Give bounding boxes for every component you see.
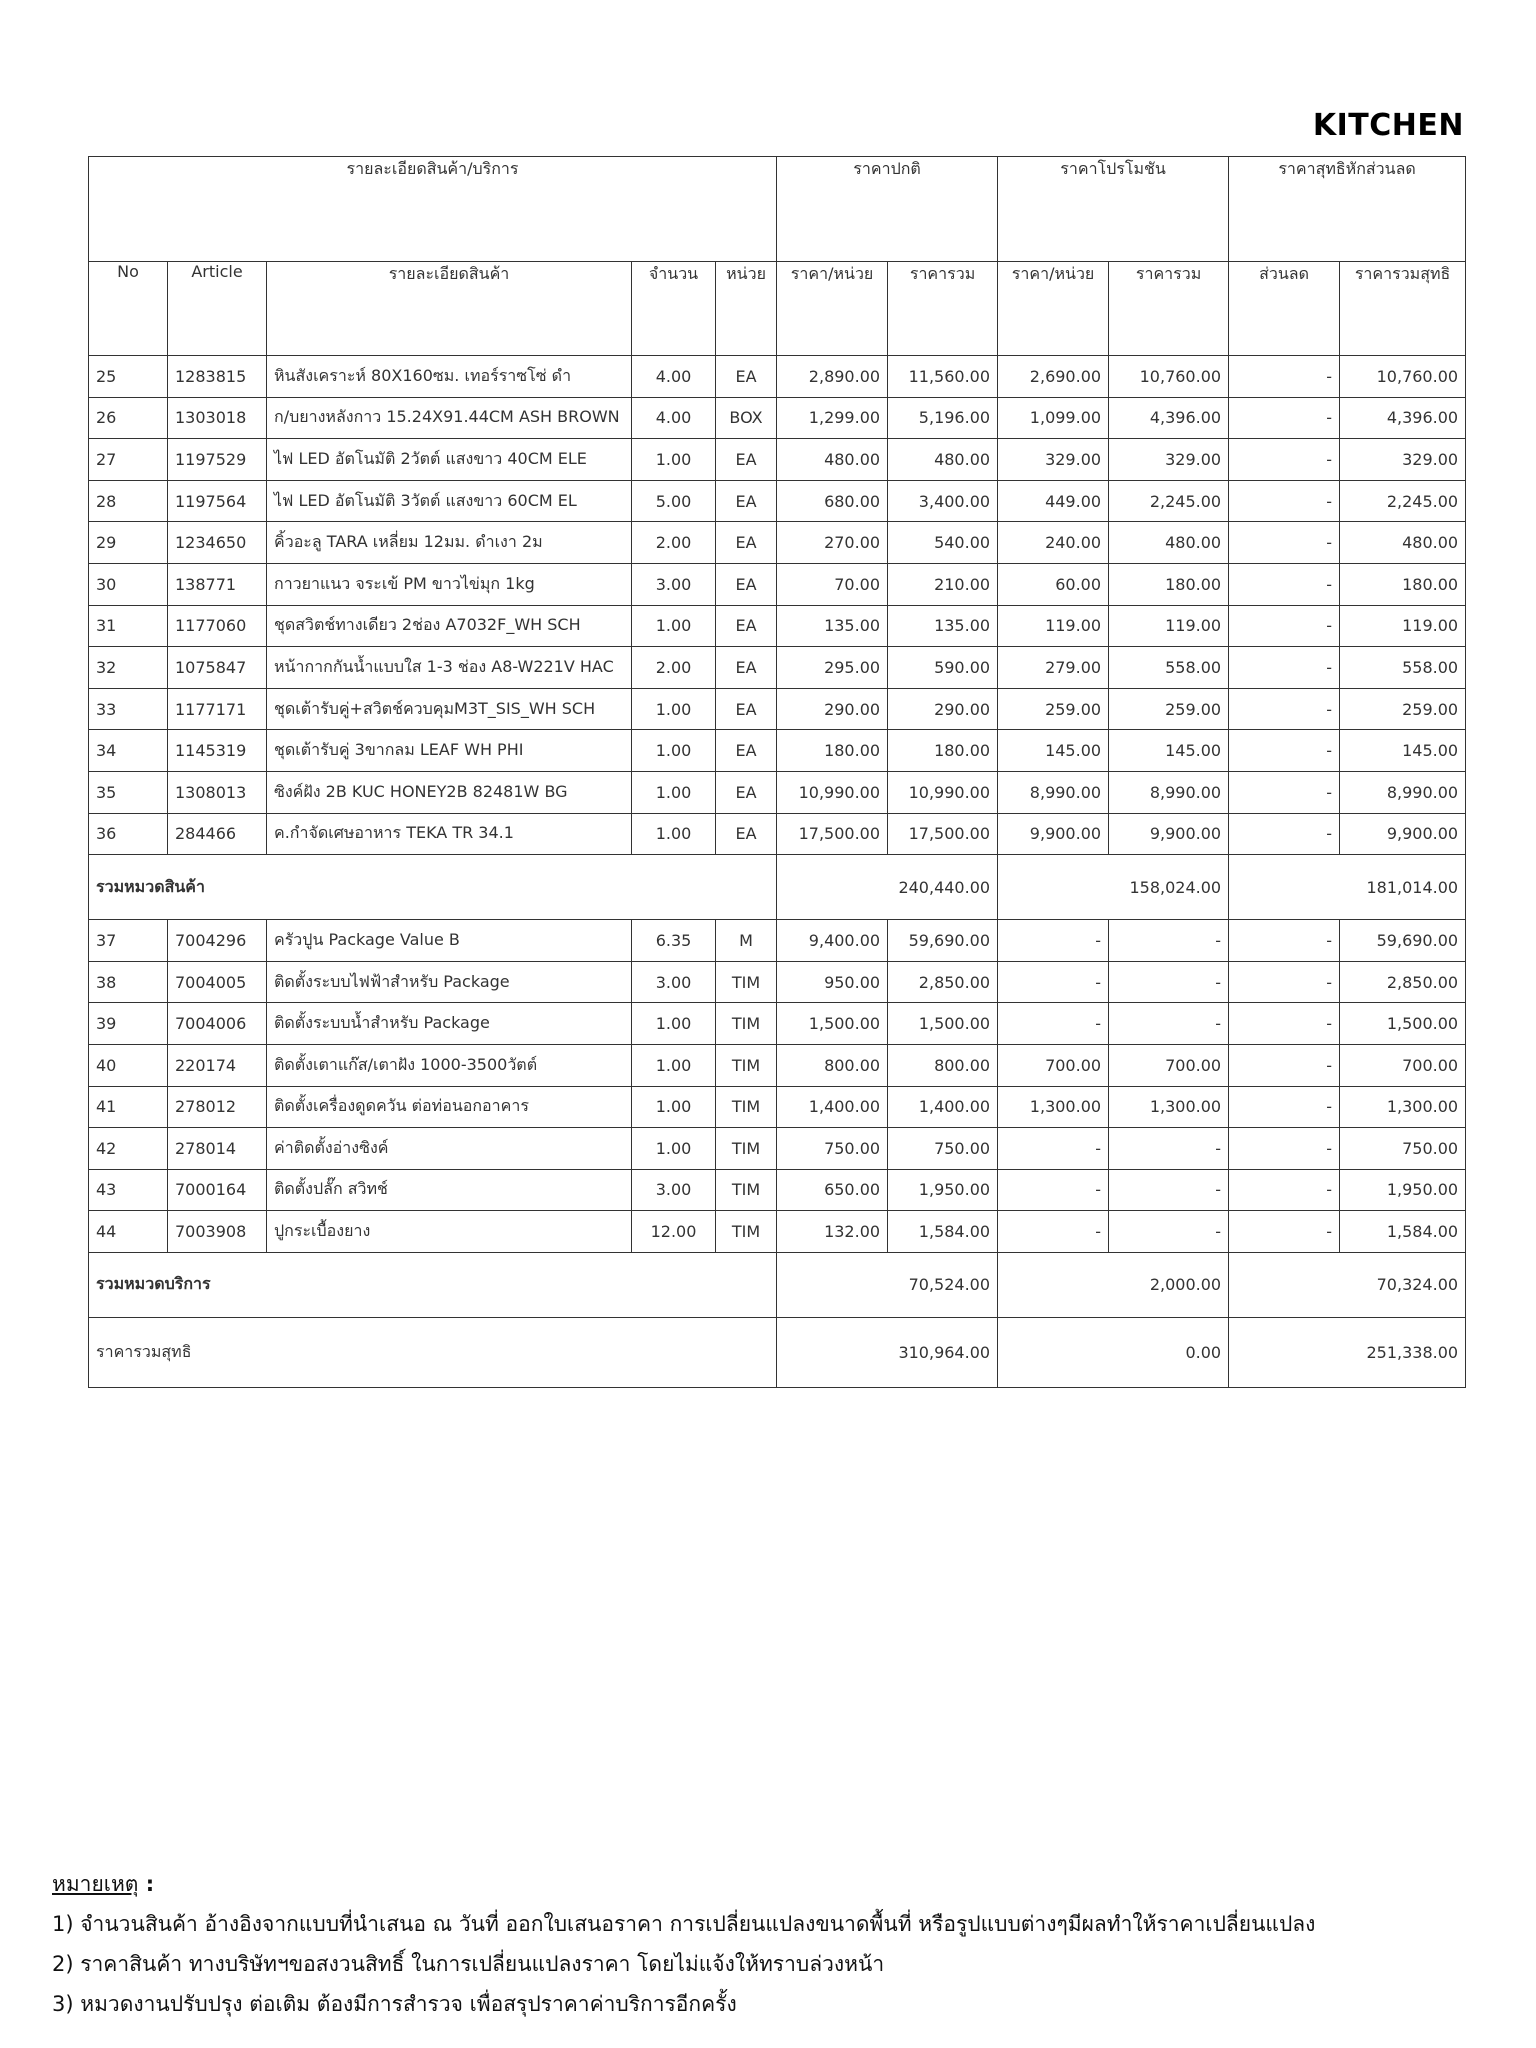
cell-total: 290.00 xyxy=(888,688,998,730)
header-qty: จำนวน xyxy=(632,262,716,356)
cell-promo-total: 9,900.00 xyxy=(1109,813,1229,855)
table-row xyxy=(89,563,1466,605)
header-no: No xyxy=(89,262,168,356)
cell-unit-price: 2,890.00 xyxy=(777,356,888,398)
cell-no: 31 xyxy=(89,605,168,647)
product-subtotal-row-total: 240,440.00 xyxy=(777,855,998,920)
cell-article: 1303018 xyxy=(168,397,267,439)
cell-unit-price: 290.00 xyxy=(777,688,888,730)
cell-net-total: 1,950.00 xyxy=(1340,1169,1466,1211)
cell-article: 1234650 xyxy=(168,522,267,564)
cell-no: 40 xyxy=(89,1044,168,1086)
cell-no: 29 xyxy=(89,522,168,564)
cell-no: 38 xyxy=(89,961,168,1003)
cell-promo-total: 145.00 xyxy=(1109,730,1229,772)
cell-net-total: 8,990.00 xyxy=(1340,771,1466,813)
cell-no: 44 xyxy=(89,1211,168,1253)
cell-promo-unit-price: - xyxy=(998,1128,1109,1170)
cell-desc: ไฟ LED อัตโนมัติ 3วัตต์ แสงขาว 60CM EL xyxy=(267,480,632,522)
cell-discount: - xyxy=(1229,771,1340,813)
table-row xyxy=(89,397,1466,439)
cell-article: 7003908 xyxy=(168,1211,267,1253)
cell-promo-unit-price: 329.00 xyxy=(998,439,1109,481)
table-row xyxy=(89,647,1466,689)
table-row xyxy=(89,688,1466,730)
cell-qty: 1.00 xyxy=(632,605,716,647)
cell-qty: 3.00 xyxy=(632,563,716,605)
cell-qty: 1.00 xyxy=(632,1003,716,1045)
cell-desc: ชุดสวิตช์ทางเดียว 2ช่อง A7032F_WH SCH xyxy=(267,605,632,647)
cell-promo-unit-price: 449.00 xyxy=(998,480,1109,522)
cell-article: 1308013 xyxy=(168,771,267,813)
cell-no: 42 xyxy=(89,1128,168,1170)
cell-discount: - xyxy=(1229,730,1340,772)
cell-article: 138771 xyxy=(168,563,267,605)
cell-desc: ติดตั้งระบบน้ำสำหรับ Package xyxy=(267,1003,632,1045)
cell-unit-price: 17,500.00 xyxy=(777,813,888,855)
cell-unit-price: 800.00 xyxy=(777,1044,888,1086)
cell-article: 7004005 xyxy=(168,961,267,1003)
cell-promo-total: 180.00 xyxy=(1109,563,1229,605)
cell-unit-price: 750.00 xyxy=(777,1128,888,1170)
cell-net-total: 480.00 xyxy=(1340,522,1466,564)
service-subtotal-row-net-total: 70,324.00 xyxy=(1229,1252,1466,1317)
table-row xyxy=(89,961,1466,1003)
cell-promo-total: - xyxy=(1109,1003,1229,1045)
cell-net-total: 1,300.00 xyxy=(1340,1086,1466,1128)
cell-discount: - xyxy=(1229,480,1340,522)
table-row xyxy=(89,1128,1466,1170)
cell-desc: ครัวปูน Package Value B xyxy=(267,920,632,962)
cell-total: 590.00 xyxy=(888,647,998,689)
cell-article: 1177171 xyxy=(168,688,267,730)
cell-qty: 1.00 xyxy=(632,439,716,481)
cell-desc: ติดตั้งเตาแก๊ส/เตาฝัง 1000-3500วัตต์ xyxy=(267,1044,632,1086)
cell-promo-unit-price: 1,099.00 xyxy=(998,397,1109,439)
cell-desc: กาวยาแนว จระเข้ PM ขาวไข่มุก 1kg xyxy=(267,563,632,605)
cell-desc: ติดตั้งเครื่องดูดควัน ต่อท่อนอกอาคาร xyxy=(267,1086,632,1128)
header-article: Article xyxy=(168,262,267,356)
cell-promo-total: 2,245.00 xyxy=(1109,480,1229,522)
cell-unit-price: 270.00 xyxy=(777,522,888,564)
grand-total-row-label: ราคารวมสุทธิ xyxy=(89,1317,777,1387)
cell-article: 1075847 xyxy=(168,647,267,689)
cell-promo-unit-price: 60.00 xyxy=(998,563,1109,605)
note-line-3: 3) หมวดงานปรับปรุง ต่อเติม ต้องมีการสำรวจ เพื่อสรุปราคาค่าบริการอีกครั้ง xyxy=(52,1992,737,2016)
cell-qty: 4.00 xyxy=(632,356,716,398)
cell-promo-unit-price: 279.00 xyxy=(998,647,1109,689)
service-subtotal-row-promo-total: 2,000.00 xyxy=(998,1252,1229,1317)
cell-promo-total: - xyxy=(1109,1169,1229,1211)
cell-unit: TIM xyxy=(716,1128,777,1170)
cell-no: 41 xyxy=(89,1086,168,1128)
cell-discount: - xyxy=(1229,522,1340,564)
cell-promo-unit-price: - xyxy=(998,1211,1109,1253)
table-row xyxy=(89,356,1466,398)
header-unit-price: ราคา/หน่วย xyxy=(777,262,888,356)
cell-discount: - xyxy=(1229,1003,1340,1045)
cell-total: 540.00 xyxy=(888,522,998,564)
cell-no: 39 xyxy=(89,1003,168,1045)
header-group-normal: ราคาปกติ xyxy=(777,157,998,262)
header-column-row xyxy=(89,262,1466,356)
cell-total: 750.00 xyxy=(888,1128,998,1170)
cell-total: 3,400.00 xyxy=(888,480,998,522)
header-group-row xyxy=(89,157,1466,262)
table-row xyxy=(89,1044,1466,1086)
cell-unit: EA xyxy=(716,730,777,772)
cell-net-total: 329.00 xyxy=(1340,439,1466,481)
cell-unit-price: 70.00 xyxy=(777,563,888,605)
cell-no: 27 xyxy=(89,439,168,481)
cell-discount: - xyxy=(1229,397,1340,439)
cell-unit-price: 1,299.00 xyxy=(777,397,888,439)
cell-article: 7004296 xyxy=(168,920,267,962)
cell-unit: TIM xyxy=(716,1003,777,1045)
cell-promo-total: 329.00 xyxy=(1109,439,1229,481)
cell-net-total: 1,584.00 xyxy=(1340,1211,1466,1253)
cell-promo-unit-price: - xyxy=(998,961,1109,1003)
header-group-promo: ราคาโปรโมชัน xyxy=(998,157,1229,262)
cell-discount: - xyxy=(1229,1086,1340,1128)
cell-total: 1,584.00 xyxy=(888,1211,998,1253)
cell-discount: - xyxy=(1229,439,1340,481)
service-subtotal-row-label: รวมหมวดบริการ xyxy=(89,1252,777,1317)
cell-qty: 2.00 xyxy=(632,647,716,689)
cell-promo-unit-price: - xyxy=(998,1003,1109,1045)
product-subtotal-row-net-total: 181,014.00 xyxy=(1229,855,1466,920)
cell-qty: 1.00 xyxy=(632,813,716,855)
cell-promo-unit-price: 9,900.00 xyxy=(998,813,1109,855)
cell-unit-price: 132.00 xyxy=(777,1211,888,1253)
cell-unit: EA xyxy=(716,771,777,813)
cell-unit: EA xyxy=(716,563,777,605)
cell-total: 1,950.00 xyxy=(888,1169,998,1211)
cell-net-total: 59,690.00 xyxy=(1340,920,1466,962)
table-row xyxy=(89,813,1466,855)
cell-discount: - xyxy=(1229,688,1340,730)
table-row xyxy=(89,1169,1466,1211)
cell-net-total: 2,245.00 xyxy=(1340,480,1466,522)
cell-desc: ค่าติดตั้งอ่างซิงค์ xyxy=(267,1128,632,1170)
cell-promo-total: - xyxy=(1109,961,1229,1003)
cell-unit: EA xyxy=(716,522,777,564)
cell-total: 1,400.00 xyxy=(888,1086,998,1128)
cell-unit: TIM xyxy=(716,961,777,1003)
cell-net-total: 558.00 xyxy=(1340,647,1466,689)
cell-no: 30 xyxy=(89,563,168,605)
cell-promo-unit-price: 259.00 xyxy=(998,688,1109,730)
cell-discount: - xyxy=(1229,605,1340,647)
grand-total-row-promo-total: 0.00 xyxy=(998,1317,1229,1387)
cell-promo-total: 4,396.00 xyxy=(1109,397,1229,439)
cell-discount: - xyxy=(1229,1044,1340,1086)
cell-unit-price: 10,990.00 xyxy=(777,771,888,813)
cell-unit: EA xyxy=(716,688,777,730)
cell-article: 1197529 xyxy=(168,439,267,481)
cell-qty: 1.00 xyxy=(632,1128,716,1170)
cell-no: 33 xyxy=(89,688,168,730)
cell-total: 5,196.00 xyxy=(888,397,998,439)
cell-net-total: 145.00 xyxy=(1340,730,1466,772)
cell-unit-price: 680.00 xyxy=(777,480,888,522)
cell-total: 1,500.00 xyxy=(888,1003,998,1045)
cell-desc: ก/บยางหลังกาว 15.24X91.44CM ASH BROWN xyxy=(267,397,632,439)
cell-unit: EA xyxy=(716,356,777,398)
cell-promo-total: - xyxy=(1109,1211,1229,1253)
cell-desc: ซิงค์ฝัง 2B KUC HONEY2B 82481W BG xyxy=(267,771,632,813)
cell-discount: - xyxy=(1229,961,1340,1003)
product-subtotal-row xyxy=(89,855,1466,920)
cell-net-total: 1,500.00 xyxy=(1340,1003,1466,1045)
section-title: KITCHEN xyxy=(1312,108,1464,143)
cell-promo-unit-price: 240.00 xyxy=(998,522,1109,564)
cell-qty: 2.00 xyxy=(632,522,716,564)
cell-qty: 6.35 xyxy=(632,920,716,962)
cell-article: 1145319 xyxy=(168,730,267,772)
cell-discount: - xyxy=(1229,813,1340,855)
cell-unit-price: 9,400.00 xyxy=(777,920,888,962)
cell-total: 480.00 xyxy=(888,439,998,481)
cell-desc: ติดตั้งปลั๊ก สวิทช์ xyxy=(267,1169,632,1211)
cell-no: 37 xyxy=(89,920,168,962)
cell-unit-price: 650.00 xyxy=(777,1169,888,1211)
cell-unit: TIM xyxy=(716,1044,777,1086)
cell-net-total: 259.00 xyxy=(1340,688,1466,730)
cell-no: 32 xyxy=(89,647,168,689)
cell-no: 26 xyxy=(89,397,168,439)
quotation-table xyxy=(88,156,1466,1388)
cell-qty: 1.00 xyxy=(632,1086,716,1128)
header-net-total: ราคารวมสุทธิ xyxy=(1340,262,1466,356)
table-row xyxy=(89,1211,1466,1253)
cell-unit: TIM xyxy=(716,1211,777,1253)
cell-desc: หินสังเคราะห์ 80X160ซม. เทอร์ราซโซ่ ดำ xyxy=(267,356,632,398)
cell-unit: EA xyxy=(716,605,777,647)
cell-no: 35 xyxy=(89,771,168,813)
table-row xyxy=(89,730,1466,772)
cell-article: 1177060 xyxy=(168,605,267,647)
cell-net-total: 750.00 xyxy=(1340,1128,1466,1170)
cell-discount: - xyxy=(1229,920,1340,962)
cell-promo-unit-price: - xyxy=(998,1169,1109,1211)
grand-total-row-net-total: 251,338.00 xyxy=(1229,1317,1466,1387)
cell-article: 220174 xyxy=(168,1044,267,1086)
cell-promo-unit-price: 2,690.00 xyxy=(998,356,1109,398)
product-subtotal-row-promo-total: 158,024.00 xyxy=(998,855,1229,920)
header-group-net: ราคาสุทธิหักส่วนลด xyxy=(1229,157,1466,262)
product-subtotal-row-label: รวมหมวดสินค้า xyxy=(89,855,777,920)
cell-total: 210.00 xyxy=(888,563,998,605)
cell-promo-total: - xyxy=(1109,1128,1229,1170)
cell-promo-total: 8,990.00 xyxy=(1109,771,1229,813)
cell-unit-price: 135.00 xyxy=(777,605,888,647)
cell-unit: EA xyxy=(716,480,777,522)
cell-promo-unit-price: 8,990.00 xyxy=(998,771,1109,813)
cell-unit: TIM xyxy=(716,1169,777,1211)
notes-heading-label: หมายเหตุ xyxy=(52,1872,139,1896)
cell-discount: - xyxy=(1229,1128,1340,1170)
cell-qty: 1.00 xyxy=(632,688,716,730)
cell-discount: - xyxy=(1229,563,1340,605)
cell-unit-price: 480.00 xyxy=(777,439,888,481)
cell-promo-total: 10,760.00 xyxy=(1109,356,1229,398)
cell-net-total: 9,900.00 xyxy=(1340,813,1466,855)
cell-promo-unit-price: 119.00 xyxy=(998,605,1109,647)
cell-unit-price: 1,400.00 xyxy=(777,1086,888,1128)
cell-discount: - xyxy=(1229,356,1340,398)
cell-unit: TIM xyxy=(716,1086,777,1128)
cell-total: 135.00 xyxy=(888,605,998,647)
cell-article: 278014 xyxy=(168,1128,267,1170)
header-discount: ส่วนลด xyxy=(1229,262,1340,356)
cell-promo-total: 119.00 xyxy=(1109,605,1229,647)
header-total: ราคารวม xyxy=(888,262,998,356)
cell-net-total: 700.00 xyxy=(1340,1044,1466,1086)
note-line-1: 1) จำนวนสินค้า อ้างอิงจากแบบที่นำเสนอ ณ วันที่ ออกใบเสนอราคา การเปลี่ยนแปลงขนาดพื้นที่ หรือรูปแบบต่างๆมีผลทำให้ราคาเปลี่ยนแปลง xyxy=(52,1912,1316,1936)
cell-no: 36 xyxy=(89,813,168,855)
cell-qty: 5.00 xyxy=(632,480,716,522)
cell-desc: คิ้วอะลู TARA เหลี่ยม 12มม. ดำเงา 2ม xyxy=(267,522,632,564)
cell-desc: ชุดเต้ารับคู่ 3ขากลม LEAF WH PHI xyxy=(267,730,632,772)
notes-heading xyxy=(52,1864,1315,1904)
table-row xyxy=(89,439,1466,481)
note-line-2: 2) ราคาสินค้า ทางบริษัทฯขอสงวนสิทธิ์ ในการเปลี่ยนแปลงราคา โดยไม่แจ้งให้ทราบล่วงหน้า xyxy=(52,1952,885,1976)
cell-article: 284466 xyxy=(168,813,267,855)
cell-promo-total: - xyxy=(1109,920,1229,962)
cell-unit: EA xyxy=(716,439,777,481)
cell-total: 59,690.00 xyxy=(888,920,998,962)
cell-promo-total: 480.00 xyxy=(1109,522,1229,564)
cell-promo-unit-price: 145.00 xyxy=(998,730,1109,772)
table-row xyxy=(89,771,1466,813)
table-row xyxy=(89,920,1466,962)
cell-desc: หน้ากากกันน้ำแบบใส 1-3 ช่อง A8-W221V HAC xyxy=(267,647,632,689)
table-row xyxy=(89,1003,1466,1045)
cell-unit: M xyxy=(716,920,777,962)
cell-desc: ค.กำจัดเศษอาหาร TEKA TR 34.1 xyxy=(267,813,632,855)
cell-desc: ติดตั้งระบบไฟฟ้าสำหรับ Package xyxy=(267,961,632,1003)
header-promo-total: ราคารวม xyxy=(1109,262,1229,356)
cell-promo-total: 700.00 xyxy=(1109,1044,1229,1086)
cell-net-total: 4,396.00 xyxy=(1340,397,1466,439)
header-unit: หน่วย xyxy=(716,262,777,356)
table-row xyxy=(89,605,1466,647)
cell-no: 25 xyxy=(89,356,168,398)
cell-promo-unit-price: - xyxy=(998,920,1109,962)
cell-total: 2,850.00 xyxy=(888,961,998,1003)
cell-qty: 1.00 xyxy=(632,771,716,813)
service-subtotal-row-total: 70,524.00 xyxy=(777,1252,998,1317)
cell-article: 1197564 xyxy=(168,480,267,522)
cell-no: 34 xyxy=(89,730,168,772)
table-row xyxy=(89,1086,1466,1128)
cell-unit: EA xyxy=(716,647,777,689)
cell-qty: 1.00 xyxy=(632,730,716,772)
cell-total: 17,500.00 xyxy=(888,813,998,855)
cell-net-total: 10,760.00 xyxy=(1340,356,1466,398)
cell-promo-total: 558.00 xyxy=(1109,647,1229,689)
cell-promo-total: 259.00 xyxy=(1109,688,1229,730)
notes-heading-colon: : xyxy=(138,1872,155,1896)
cell-unit: EA xyxy=(716,813,777,855)
cell-discount: - xyxy=(1229,1211,1340,1253)
notes xyxy=(52,1864,1315,2024)
cell-total: 800.00 xyxy=(888,1044,998,1086)
cell-unit-price: 1,500.00 xyxy=(777,1003,888,1045)
cell-article: 1283815 xyxy=(168,356,267,398)
cell-unit-price: 180.00 xyxy=(777,730,888,772)
cell-total: 180.00 xyxy=(888,730,998,772)
header-promo-unit-price: ราคา/หน่วย xyxy=(998,262,1109,356)
cell-article: 278012 xyxy=(168,1086,267,1128)
cell-qty: 12.00 xyxy=(632,1211,716,1253)
table-row xyxy=(89,522,1466,564)
cell-qty: 3.00 xyxy=(632,961,716,1003)
cell-desc: ปูกระเบื้องยาง xyxy=(267,1211,632,1253)
cell-promo-total: 1,300.00 xyxy=(1109,1086,1229,1128)
cell-no: 28 xyxy=(89,480,168,522)
cell-qty: 3.00 xyxy=(632,1169,716,1211)
cell-unit-price: 950.00 xyxy=(777,961,888,1003)
grand-total-row xyxy=(89,1317,1466,1387)
service-subtotal-row xyxy=(89,1252,1466,1317)
cell-qty: 1.00 xyxy=(632,1044,716,1086)
cell-net-total: 2,850.00 xyxy=(1340,961,1466,1003)
cell-qty: 4.00 xyxy=(632,397,716,439)
cell-unit: BOX xyxy=(716,397,777,439)
cell-promo-unit-price: 1,300.00 xyxy=(998,1086,1109,1128)
grand-total-row-total: 310,964.00 xyxy=(777,1317,998,1387)
cell-no: 43 xyxy=(89,1169,168,1211)
cell-article: 7000164 xyxy=(168,1169,267,1211)
table-row xyxy=(89,480,1466,522)
cell-discount: - xyxy=(1229,1169,1340,1211)
cell-unit-price: 295.00 xyxy=(777,647,888,689)
cell-discount: - xyxy=(1229,647,1340,689)
cell-total: 10,990.00 xyxy=(888,771,998,813)
cell-article: 7004006 xyxy=(168,1003,267,1045)
cell-desc: ชุดเต้ารับคู่+สวิตช์ควบคุมM3T_SIS_WH SCH xyxy=(267,688,632,730)
cell-promo-unit-price: 700.00 xyxy=(998,1044,1109,1086)
cell-net-total: 119.00 xyxy=(1340,605,1466,647)
header-group-desc: รายละเอียดสินค้า/บริการ xyxy=(89,157,777,262)
header-desc: รายละเอียดสินค้า xyxy=(267,262,632,356)
cell-desc: ไฟ LED อัตโนมัติ 2วัตต์ แสงขาว 40CM ELE xyxy=(267,439,632,481)
cell-net-total: 180.00 xyxy=(1340,563,1466,605)
cell-total: 11,560.00 xyxy=(888,356,998,398)
